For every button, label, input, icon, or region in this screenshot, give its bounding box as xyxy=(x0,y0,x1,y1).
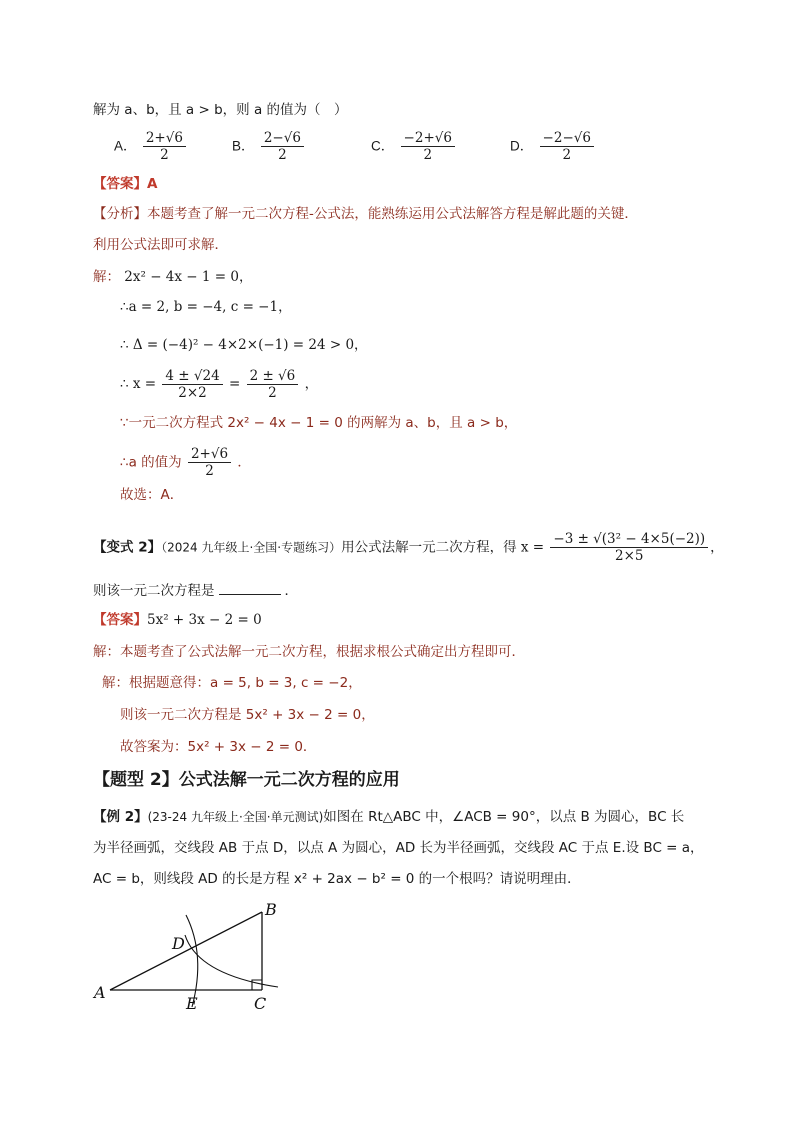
variant-solution-4: 故答案为：5x² + 3x − 2 = 0． xyxy=(120,739,317,755)
solution-choice: 故选：A． xyxy=(120,487,184,503)
solution-coefficients: ∴a = 2, b = −4, c = −1， xyxy=(120,299,292,315)
option-c xyxy=(371,130,457,163)
variant-2-stem: 【变式 2】（2024 九年级上·全国·专题练习）用公式法解一元二次方程，得 x = $\frac{\text{−3 ± √(3² − 4×5(−2))}}{2\times 5}$ ， xyxy=(93,531,724,564)
example-2-line-3: AC = b，则线段 AD 的长是方程 x² + 2ax − b² = 0 的一个根吗？请说明理由． xyxy=(93,871,581,887)
option-fraction: $\frac{2-√6}{2}$ xyxy=(261,130,304,163)
solution-value: ∴a 的值为 $\frac{2+√6}{2}$ ． xyxy=(120,446,251,479)
analysis-line: 【分析】本题考查了解一元二次方程-公式法，能熟练运用公式法解答方程是解此题的关键． xyxy=(93,206,638,222)
option-fraction: $\frac{2+√6}{2}$ xyxy=(143,130,186,163)
solution-since: ∵一元二次方程式 2x² − 4x − 1 = 0 的两解为 a、b，且 a > b， xyxy=(120,415,518,431)
variant-solution-3: 则该一元二次方程是 5x² + 3x − 2 = 0， xyxy=(120,707,375,723)
label-b: B xyxy=(265,900,277,919)
option-label: D． xyxy=(510,138,534,154)
label-d: D xyxy=(172,934,185,953)
variant-formula: $\frac{\text{−3 ± √(3² − 4×5(−2))}}{2\times 5}$ xyxy=(550,531,708,564)
option-d xyxy=(510,130,596,163)
option-label: C． xyxy=(371,138,395,154)
variant-solution-1: 解：本题考查了公式法解一元二次方程，根据求根公式确定出方程即可． xyxy=(93,644,525,660)
label-a: A xyxy=(94,983,106,1002)
root-fraction-2: $\frac{2 \pm √6}{2}$ xyxy=(247,368,299,401)
option-label: B． xyxy=(232,138,255,154)
solution-equation: 解： 2x² − 4x − 1 = 0， xyxy=(93,269,253,285)
question-stem: 解为 a、b，且 a > b，则 a 的值为（ ） xyxy=(93,102,348,118)
arc-center-b xyxy=(185,935,278,987)
option-b xyxy=(232,130,306,163)
section-heading: 【题型 2】公式法解一元二次方程的应用 xyxy=(93,770,400,790)
example-tag: 【例 2】 xyxy=(93,809,148,825)
variant-answer: 【答案】5x² + 3x − 2 = 0 xyxy=(93,612,262,628)
option-a xyxy=(114,130,188,163)
option-fraction: $\frac{-2-√6}{2}$ xyxy=(540,130,594,163)
option-label: A． xyxy=(114,138,137,154)
variant-question: 则该一元二次方程是 ． xyxy=(93,580,298,601)
solution-discriminant: ∴ Δ = (−4)² − 4×2×(−1) = 24 > 0， xyxy=(120,337,368,353)
variant-tag: 【变式 2】 xyxy=(93,539,162,556)
answer-line: 【答案】A xyxy=(93,176,158,192)
label-c: C xyxy=(254,994,267,1013)
answer-blank[interactable] xyxy=(219,580,281,595)
option-fraction: $\frac{-2+√6}{2}$ xyxy=(401,130,455,163)
variant-solution-2: 解：根据题意得：a = 5, b = 3, c = −2， xyxy=(102,675,362,691)
value-fraction: $\frac{2+√6}{2}$ xyxy=(188,446,231,479)
geometry-figure xyxy=(88,895,298,1015)
right-angle-mark xyxy=(252,980,262,990)
example-source: (23-24 九年级上·全国·单元测试) xyxy=(147,810,324,824)
root-fraction-1: $\frac{4 \pm √24}{2\times 2}$ xyxy=(162,368,222,401)
label-e: E xyxy=(186,994,198,1013)
example-2-line-1: 【例 2】(23-24 九年级上·全国·单元测试)如图在 Rt△ABC 中，∠ACB = 90°，以点 B 为圆心，BC 长 xyxy=(93,809,685,825)
analysis-line-2: 利用公式法即可求解． xyxy=(93,237,228,253)
solution-roots: ∴ x = $\frac{4 \pm √24}{2\times 2}$ = $\frac{2 \pm √6}{2}$ ， xyxy=(120,368,319,401)
example-2-line-2: 为半径画弧，交线段 AB 于点 D，以点 A 为圆心，AD 长为半径画弧，交线段 AC 于点 E.设 BC = a， xyxy=(93,840,704,856)
variant-source: （2024 九年级上·全国·专题练习） xyxy=(161,540,342,555)
